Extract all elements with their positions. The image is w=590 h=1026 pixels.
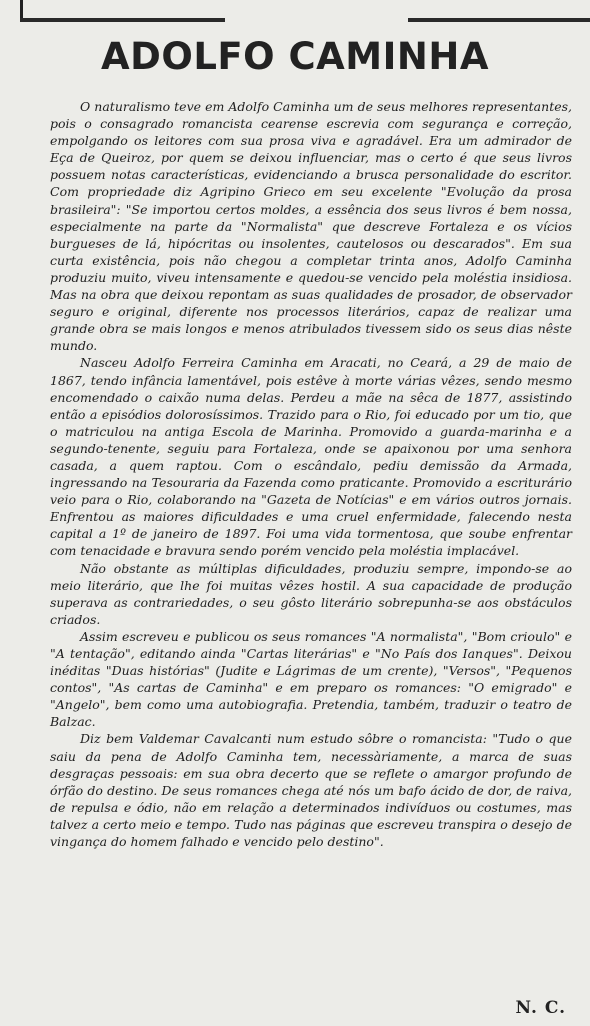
article-body — [50, 98, 572, 850]
article-headline: ADOLFO CAMINHA — [101, 35, 489, 78]
paragraph-4: Assim escreveu e publicou os seus romances "A normalista", "Bom crioulo" e "A tentação", editando ainda "Cartas literárias" e "No País dos Ianques". Deixou inéditas "Duas histórias" (Judite e Lágrimas de um crente), "Versos", "Pequenos contos", "As cartas de Caminha" e em preparo os romances: "O emigrado" e "Angelo", bem como uma autobiografia. Pretendia, também, traduzir o teatro de Balzac. — [50, 628, 572, 730]
header-rule-right — [408, 18, 590, 22]
header-rule-left — [20, 18, 225, 22]
paragraph-5: Diz bem Valdemar Cavalcanti num estudo sôbre o romancista: "Tudo o que saiu da pena de Adolfo Caminha tem, necessàriamente, a marca de suas desgraças pessoais: em sua obra decerto que se reflete o amargor profundo de órfão do destino. De seus romances chega até nós um bafo ácido de dor, de raiva, de repulsa e ódio, não em relação a determinados indivíduos ou costumes, mas talvez a certo meio e tempo. Tudo nas páginas que escreveu transpira o desejo de vingança do homem falhado e vencido pelo destino". — [50, 731, 572, 850]
paragraph-2: Nasceu Adolfo Ferreira Caminha em Aracati, no Ceará, a 29 de maio de 1867, tendo infância lamentável, pois estêve à morte várias vêzes, sendo mesmo encomendado o caixão numa delas. Perdeu a mãe na sêca de 1877, assistindo então a episódios dolorosíssimos. Trazido para o Rio, foi educado por um tio, que o matriculou na antiga Escola de Marinha. Promovido a guarda-marinha e a segundo-tenente, seguiu para Fortaleza, onde se apaixonou por uma senhora casada, a quem raptou. Com o escândalo, pediu demissão da Armada, ingressando na Tesouraria da Fazenda como praticante. Promovido a escriturário veio para o Rio, colaborando na "Gazeta de Notícias" e em vários outros jornais. Enfrentou as maiores dificuldades e uma cruel enfermidade, falecendo nesta capital a 1º de janeiro de 1897. Foi uma vida tormentosa, que soube enfrentar com tenacidade e bravura sendo porém vencido pela moléstia implacável. — [50, 355, 572, 559]
paragraph-3: Não obstante as múltiplas dificuldades, produziu sempre, impondo-se ao meio literário, que lhe foi muitas vêzes hostil. A sua capacidade de produção superava as contrariedades, o seu gôsto literário sobrepunha-se aos obstáculos criados. — [50, 560, 572, 627]
author-initials: N. C. — [515, 998, 566, 1018]
column-border-vertical — [20, 0, 23, 20]
paragraph-1: O naturalismo teve em Adolfo Caminha um de seus melhores representantes, pois o consagrado romancista cearense escrevia com segurança e correção, empolgando os leitores com sua prosa viva e agradável. Era um admirador de Eça de Queiroz, por quem se deixou influenciar, mas o certo é que seus livros possuem notas características, evidenciando a brusca personalidade do escritor. Com propriedade diz Agripino Grieco em seu excelente "Evolução da prosa brasileira": "Se importou certos moldes, a essência dos seus livros é bem nossa, especialmente na parte da "Normalista" que descreve Fortaleza e os vícios burgueses de lá, hipócritas ou insolentes, cautelosos ou descarados". Em sua curta existência, pois não chegou a completar trinta anos, Adolfo Caminha produziu muito, viveu intensamente e quedou-se vencido pela moléstia insidiosa. Mas na obra que deixou repontam as suas qualidades de prosador, de observador seguro e original, diferente nos processos literários, capaz de realizar uma grande obra se mais longos e menos atribulados tivessem sido os seus dias nêste mundo. — [50, 99, 572, 354]
